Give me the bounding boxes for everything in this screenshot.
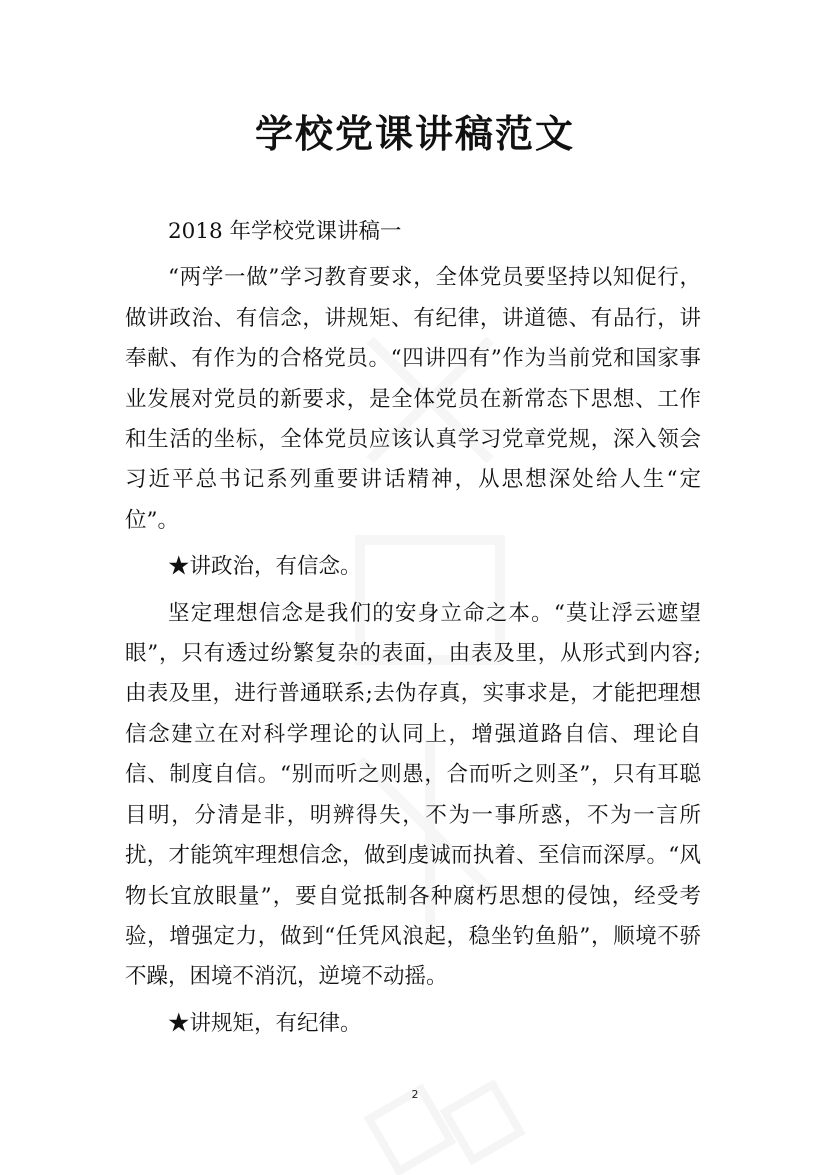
document-title: 学校党课讲稿范文 [254, 112, 575, 156]
paragraph-intro: “两学一做”学习教育要求，全体党员要坚持以知促行，做讲政治、有信念，讲规矩、有纪律，讲道德、有品行，讲奉献、有作为的合格党员。“四讲四有”作为当前党和国家事业发展对党员的新要求，是全体党员在新常态下思想、工作和生活的坐标，全体党员应该认真学习党章党规，深入领会习近平总书记系列重要讲话精神，从思想深处给人生“定位”。 [125, 265, 701, 533]
section-heading-rules: ★讲规矩，有纪律。 [168, 1010, 362, 1036]
page-number: 2 [411, 1088, 419, 1101]
document-body [125, 212, 701, 1050]
section-heading-politics: ★讲政治，有信念。 [168, 554, 362, 580]
paragraph-belief: 坚定理想信念是我们的安身立命之本。“莫让浮云遮望眼”，只有透过纷繁复杂的表面，由表及里，从形式到内容;由表及里，进行普通联系;去伪存真，实事求是，才能把理想信念建立在对科学理论的认同上，增强道路自信、理论自信、制度自信。“别而听之则愚，合而听之则圣”，只有耳聪目明，分清是非，明辨得失，不为一事所惑，不为一言所扰，才能筑牢理想信念，做到虔诚而执着、至信而深厚。“风物长宜放眼量”，要自觉抵制各种腐朽思想的侵蚀，经受考验，增强定力，做到“任凭风浪起，稳坐钓鱼船”，顺境不骄不躁，困境不消沉，逆境不动摇。 [125, 600, 701, 990]
paragraph-subtitle: 2018 年学校党课讲稿一 [168, 219, 402, 244]
